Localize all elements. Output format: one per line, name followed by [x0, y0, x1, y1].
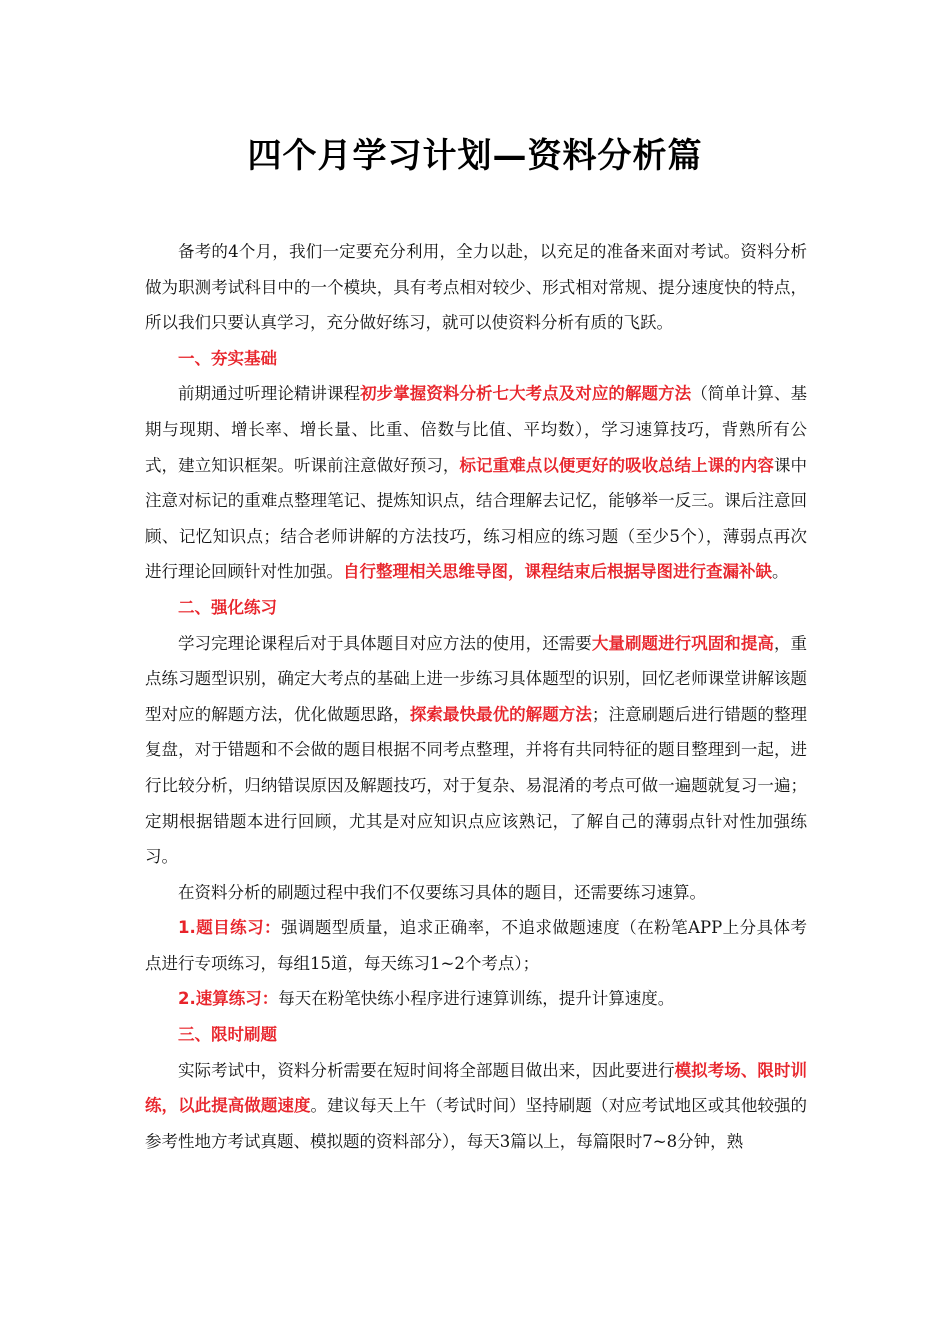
text-run: 课中注意对标记的重难点整理笔记、提炼知识点，结合理解去记忆，能够举一反三。课后注意回顾、记忆知识点；结合老师讲解的方法技巧，练习相应的练习题（至少5个），薄弱点再次进行理论回顾针对性加强。 [145, 455, 808, 582]
section-2-paragraph-2: 在资料分析的刷题过程中我们不仅要练习具体的题目，还需要练习速算。 [178, 882, 706, 902]
text-run: ，重点练习题型识别，确定大考点的基础上进一步练习具体题型的识别，回忆老师课堂讲解该题型对应的解题方法，优化做题思路， [145, 633, 808, 724]
document-title: 四个月学习计划—资料分析篇 [247, 136, 703, 176]
section-heading-3: 三、限时刷题 [178, 1025, 277, 1045]
text-run: 学习完理论课程后对于具体题目对应方法的使用，还需要 [178, 633, 592, 653]
highlight-text: 标记重难点以便更好的吸收总结上课的内容 [459, 455, 774, 475]
list-item-label: 2.速算练习： [178, 989, 279, 1009]
highlight-text: 自行整理相关思维导图，课程结束后根据导图进行查漏补缺 [343, 562, 772, 582]
text-run: （简单计算、基期与现期、增长率、增长量、比重、倍数与比值、平均数），学习速算技巧，背熟所有公式，建立知识框架。听课前注意做好预习， [145, 384, 808, 475]
highlight-text: 探索最快最优的解题方法 [409, 704, 592, 724]
section-1-paragraph [145, 376, 807, 590]
section-3-paragraph [145, 1053, 807, 1160]
section-heading-1: 一、夯实基础 [178, 348, 277, 368]
text-run: 。 [772, 562, 789, 582]
section-heading-2: 二、强化练习 [178, 597, 277, 617]
list-item-1 [145, 910, 807, 981]
text-run: 前期通过听理论精讲课程 [178, 384, 361, 404]
text-run: ；注意刷题后进行错题的整理复盘，对于错题和不会做的题目根据不同考点整理，并将有共同特征的题目整理到一起，进行比较分析，归纳错误原因及解题技巧，对于复杂、易混淆的考点可做一遍题就复习一遍；定期根据错题本进行回顾，尤其是对应知识点应该熟记，了解自己的薄弱点针对性加强练习。 [145, 704, 808, 867]
intro-paragraph: 备考的4个月，我们一定要充分利用，全力以赴，以充足的准备来面对考试。资料分析做为职测考试科目中的一个模块，具有考点相对较少、形式相对常规、提分速度快的特点，所以我们只要认真学习，充分做好练习，就可以使资料分析有质的飞跃。 [145, 242, 807, 333]
highlight-text: 模拟考场、限时训练，以此提高做题速度 [145, 1060, 808, 1116]
list-item-text: 强调题型质量，追求正确率，不追求做题速度（在粉笔APP上分具体考点进行专项练习，每组15道，每天练习1~2个考点）； [145, 918, 807, 973]
text-run: 实际考试中，资料分析需要在短时间将全部题目做出来，因此要进行 [178, 1060, 675, 1080]
highlight-text: 大量刷题进行巩固和提高 [591, 633, 774, 653]
text-run: 。建议每天上午（考试时间）坚持刷题（对应考试地区或其他较强的参考性地方考试真题、模拟题的资料部分），每天3篇以上，每篇限时7~8分钟，熟 [145, 1096, 808, 1151]
list-item-text: 每天在粉笔快练小程序进行速算训练，提升计算速度。 [278, 989, 675, 1009]
highlight-text: 初步掌握资料分析七大考点及对应的解题方法 [360, 384, 692, 404]
section-2-paragraph [145, 626, 807, 875]
list-item-label: 1.题目练习： [178, 918, 282, 938]
list-item-2 [145, 981, 807, 1017]
document-body [145, 234, 807, 1159]
